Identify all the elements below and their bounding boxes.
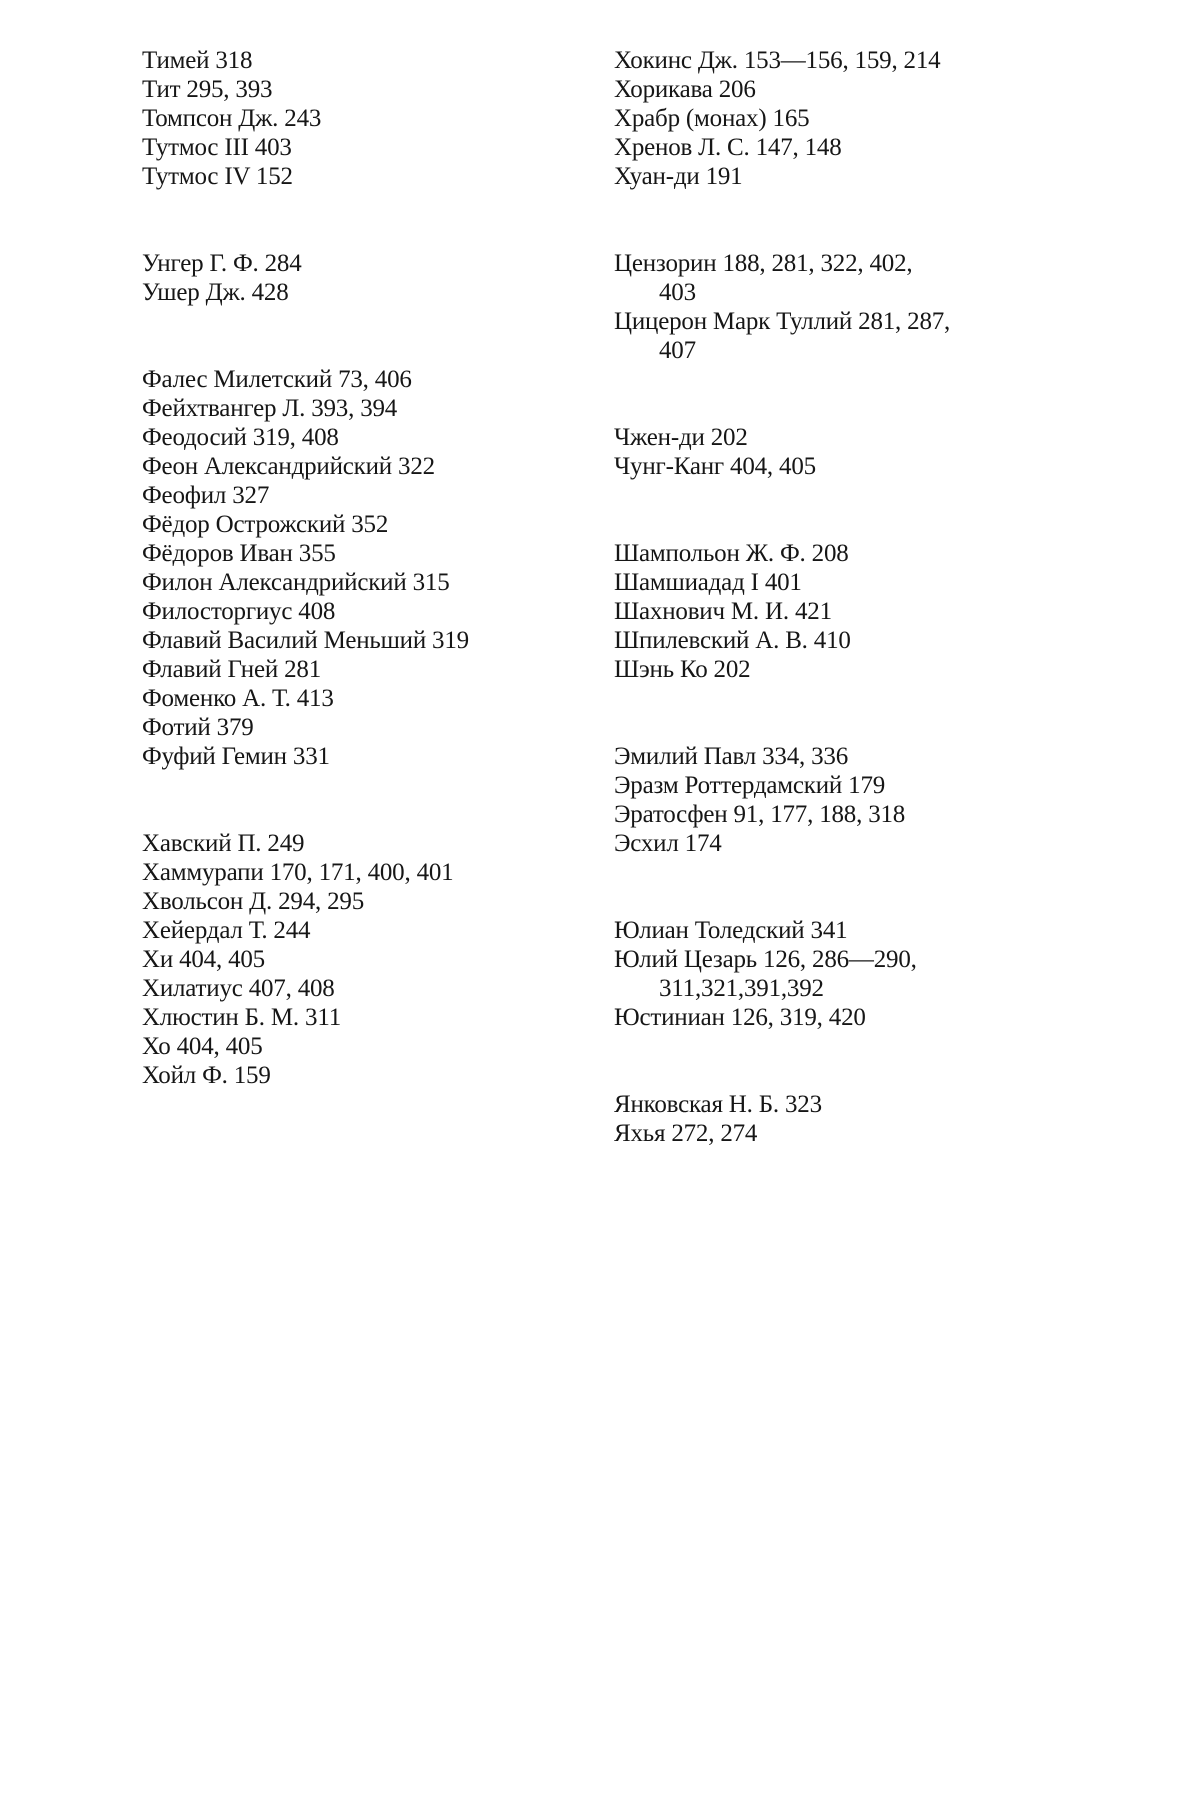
index-entry bbox=[614, 46, 1034, 75]
index-entry: Хо 404, 405 bbox=[142, 1033, 263, 1060]
index-letter-group bbox=[142, 46, 582, 191]
index-letter-group bbox=[614, 46, 1034, 191]
index-entry-text: Чжен-ди 202 bbox=[614, 424, 748, 451]
index-entry-text: Юстиниан 126, 319, 420 bbox=[614, 1004, 866, 1031]
index-entry: Фуфий Гемин 331 bbox=[142, 743, 330, 770]
index-entry: Тимей 318 bbox=[142, 47, 253, 74]
index-entry bbox=[614, 1119, 1034, 1148]
index-entry-continuation: 403 bbox=[659, 279, 696, 306]
index-entry bbox=[614, 916, 1034, 945]
index-entry: Хейердал Т. 244 bbox=[142, 917, 311, 944]
index-entry bbox=[614, 162, 1034, 191]
index-entry bbox=[614, 1090, 1034, 1119]
index-letter-group bbox=[614, 1090, 1034, 1148]
index-entry: Феон Александрийский 322 bbox=[142, 453, 435, 480]
index-entry bbox=[614, 945, 1034, 1003]
index-entry: Фоменко А. Т. 413 bbox=[142, 685, 334, 712]
index-entry bbox=[614, 452, 1034, 481]
index-entry: Унгер Г. Ф. 284 bbox=[142, 250, 302, 277]
index-entry: Феодосий 319, 408 bbox=[142, 424, 339, 451]
index-entry-text: Шэнь Ко 202 bbox=[614, 656, 751, 683]
index-entry bbox=[614, 75, 1034, 104]
index-entry: Тит 295, 393 bbox=[142, 76, 273, 103]
index-entry: Хи 404, 405 bbox=[142, 946, 265, 973]
index-entry: Фёдор Острожский 352 bbox=[142, 511, 389, 538]
index-entry: Флавий Гней 281 bbox=[142, 656, 321, 683]
index-entry-text: Эмилий Павл 334, 336 bbox=[614, 743, 849, 770]
index-entry: Хлюстин Б. М. 311 bbox=[142, 1004, 341, 1031]
index-entry-text: Цензорин 188, 281, 322, 402, bbox=[614, 250, 913, 277]
index-entry: Тутмос IV 152 bbox=[142, 163, 293, 190]
index-entry: Фейхтвангер Л. 393, 394 bbox=[142, 395, 398, 422]
index-entry bbox=[614, 1003, 1034, 1032]
index-entry-text: Хорикава 206 bbox=[614, 76, 756, 103]
index-entry-text: Шпилевский А. В. 410 bbox=[614, 627, 851, 654]
index-entry-text: Шампольон Ж. Ф. 208 bbox=[614, 540, 849, 567]
index-entry-continuation: 407 bbox=[659, 337, 696, 364]
index-letter-group bbox=[142, 365, 582, 771]
index-entry-text: Хуан-ди 191 bbox=[614, 163, 743, 190]
index-entry-text: Юлий Цезарь 126, 286—290, bbox=[614, 946, 917, 973]
index-entry-text: Хренов Л. С. 147, 148 bbox=[614, 134, 842, 161]
index-entry: Филосторгиус 408 bbox=[142, 598, 336, 625]
index-entry bbox=[614, 800, 1034, 829]
index-entry bbox=[614, 655, 1034, 684]
index-entry bbox=[614, 742, 1034, 771]
index-entry bbox=[614, 133, 1034, 162]
left-column bbox=[142, 46, 582, 1090]
index-entry bbox=[614, 423, 1034, 452]
index-letter-group bbox=[614, 742, 1034, 858]
index-entry bbox=[614, 539, 1034, 568]
right-column bbox=[614, 46, 1034, 1148]
index-entry: Томпсон Дж. 243 bbox=[142, 105, 322, 132]
index-entry-text: Юлиан Толедский 341 bbox=[614, 917, 848, 944]
index-entry: Тутмос III 403 bbox=[142, 134, 292, 161]
index-entry: Фалес Милетский 73, 406 bbox=[142, 366, 412, 393]
index-letter-group bbox=[614, 423, 1034, 481]
index-letter-group bbox=[142, 249, 582, 307]
index-entry: Ушер Дж. 428 bbox=[142, 279, 289, 306]
index-letter-group bbox=[614, 916, 1034, 1032]
index-entry: Хойл Ф. 159 bbox=[142, 1062, 271, 1089]
index-letter-group bbox=[614, 249, 1034, 365]
index-entry: Хавский П. 249 bbox=[142, 830, 305, 857]
index-entry-text: Шахнович М. И. 421 bbox=[614, 598, 832, 625]
index-entry bbox=[614, 626, 1034, 655]
index-entry: Феофил 327 bbox=[142, 482, 270, 509]
index-letter-group bbox=[614, 539, 1034, 684]
index-entry-text: Янковская Н. Б. 323 bbox=[614, 1091, 822, 1118]
index-entry-text: Эсхил 174 bbox=[614, 830, 722, 857]
index-entry-text: Шамшиадад I 401 bbox=[614, 569, 802, 596]
index-entry-text: Хокинс Дж. 153—156, 159, 214 bbox=[614, 47, 941, 74]
index-letter-group bbox=[142, 829, 582, 1090]
index-entry-continuation: 311,321,391,392 bbox=[659, 975, 824, 1002]
index-entry-text: Яхья 272, 274 bbox=[614, 1120, 758, 1147]
index-entry-text: Эразм Роттердамский 179 bbox=[614, 772, 886, 799]
index-entry: Флавий Василий Меньший 319 bbox=[142, 627, 469, 654]
index-entry: Филон Александрийский 315 bbox=[142, 569, 450, 596]
index-entry bbox=[614, 249, 1034, 307]
index-entry: Фёдоров Иван 355 bbox=[142, 540, 336, 567]
index-entry bbox=[614, 568, 1034, 597]
index-entry bbox=[614, 307, 1034, 365]
index-entry: Хвольсон Д. 294, 295 bbox=[142, 888, 365, 915]
index-entry: Фотий 379 bbox=[142, 714, 254, 741]
index-entry bbox=[614, 771, 1034, 800]
index-entry bbox=[614, 104, 1034, 133]
index-entry-text: Цицерон Марк Туллий 281, 287, bbox=[614, 308, 951, 335]
index-entry-text: Эратосфен 91, 177, 188, 318 bbox=[614, 801, 906, 828]
index-entry-text: Чунг-Канг 404, 405 bbox=[614, 453, 816, 480]
index-entry: Хаммурапи 170, 171, 400, 401 bbox=[142, 859, 454, 886]
index-entry: Хилатиус 407, 408 bbox=[142, 975, 335, 1002]
index-entry-text: Храбр (монах) 165 bbox=[614, 105, 810, 132]
index-entry bbox=[614, 597, 1034, 626]
index-entry bbox=[614, 829, 1034, 858]
